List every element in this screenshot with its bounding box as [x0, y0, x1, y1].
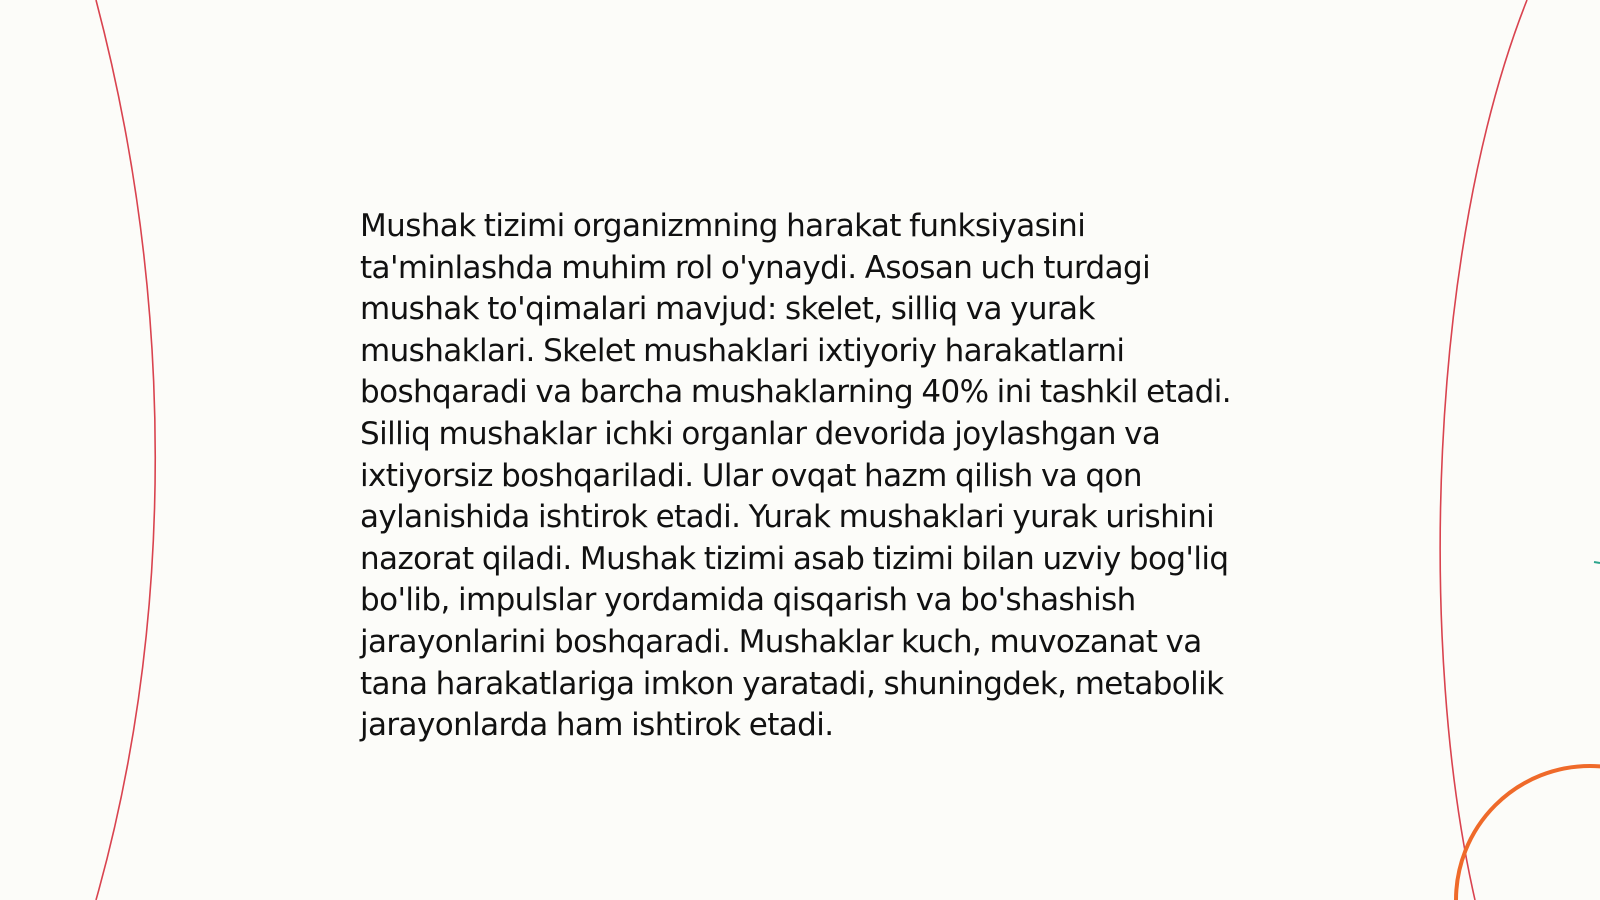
teal-tick-accent: [1594, 562, 1600, 563]
orange-circle-accent: [1456, 766, 1600, 900]
left-curve-line: [96, 0, 155, 900]
body-paragraph: Mushak tizimi organizmning harakat funksiyasini ta'minlashda muhim rol o'ynaydi. Asosan uch turdagi mushak to'qimalari mavjud: skelet, silliq va yurak mushaklari. Skelet mushaklari ixtiyoriy harakatlarni boshqaradi va barcha mushaklarning 40% ini tashkil etadi. Silliq mushaklar ichki organlar devorida joylashgan va ixtiyorsiz boshqariladi. Ular ovqat hazm qilish va qon aylanishida ishtirok etadi. Yurak mushaklari yurak urishini nazorat qiladi. Mushak tizimi asab tizimi bilan uzviy bog'liq bo'lib, impulslar yordamida qisqarish va bo'shashish jarayonlarini boshqaradi. Mushaklar kuch, muvozanat va tana harakatlariga imkon yaratadi, shuningdek, metabolik jarayonlarda ham ishtirok etadi.: [360, 208, 1231, 744]
right-curve-line: [1440, 0, 1527, 900]
